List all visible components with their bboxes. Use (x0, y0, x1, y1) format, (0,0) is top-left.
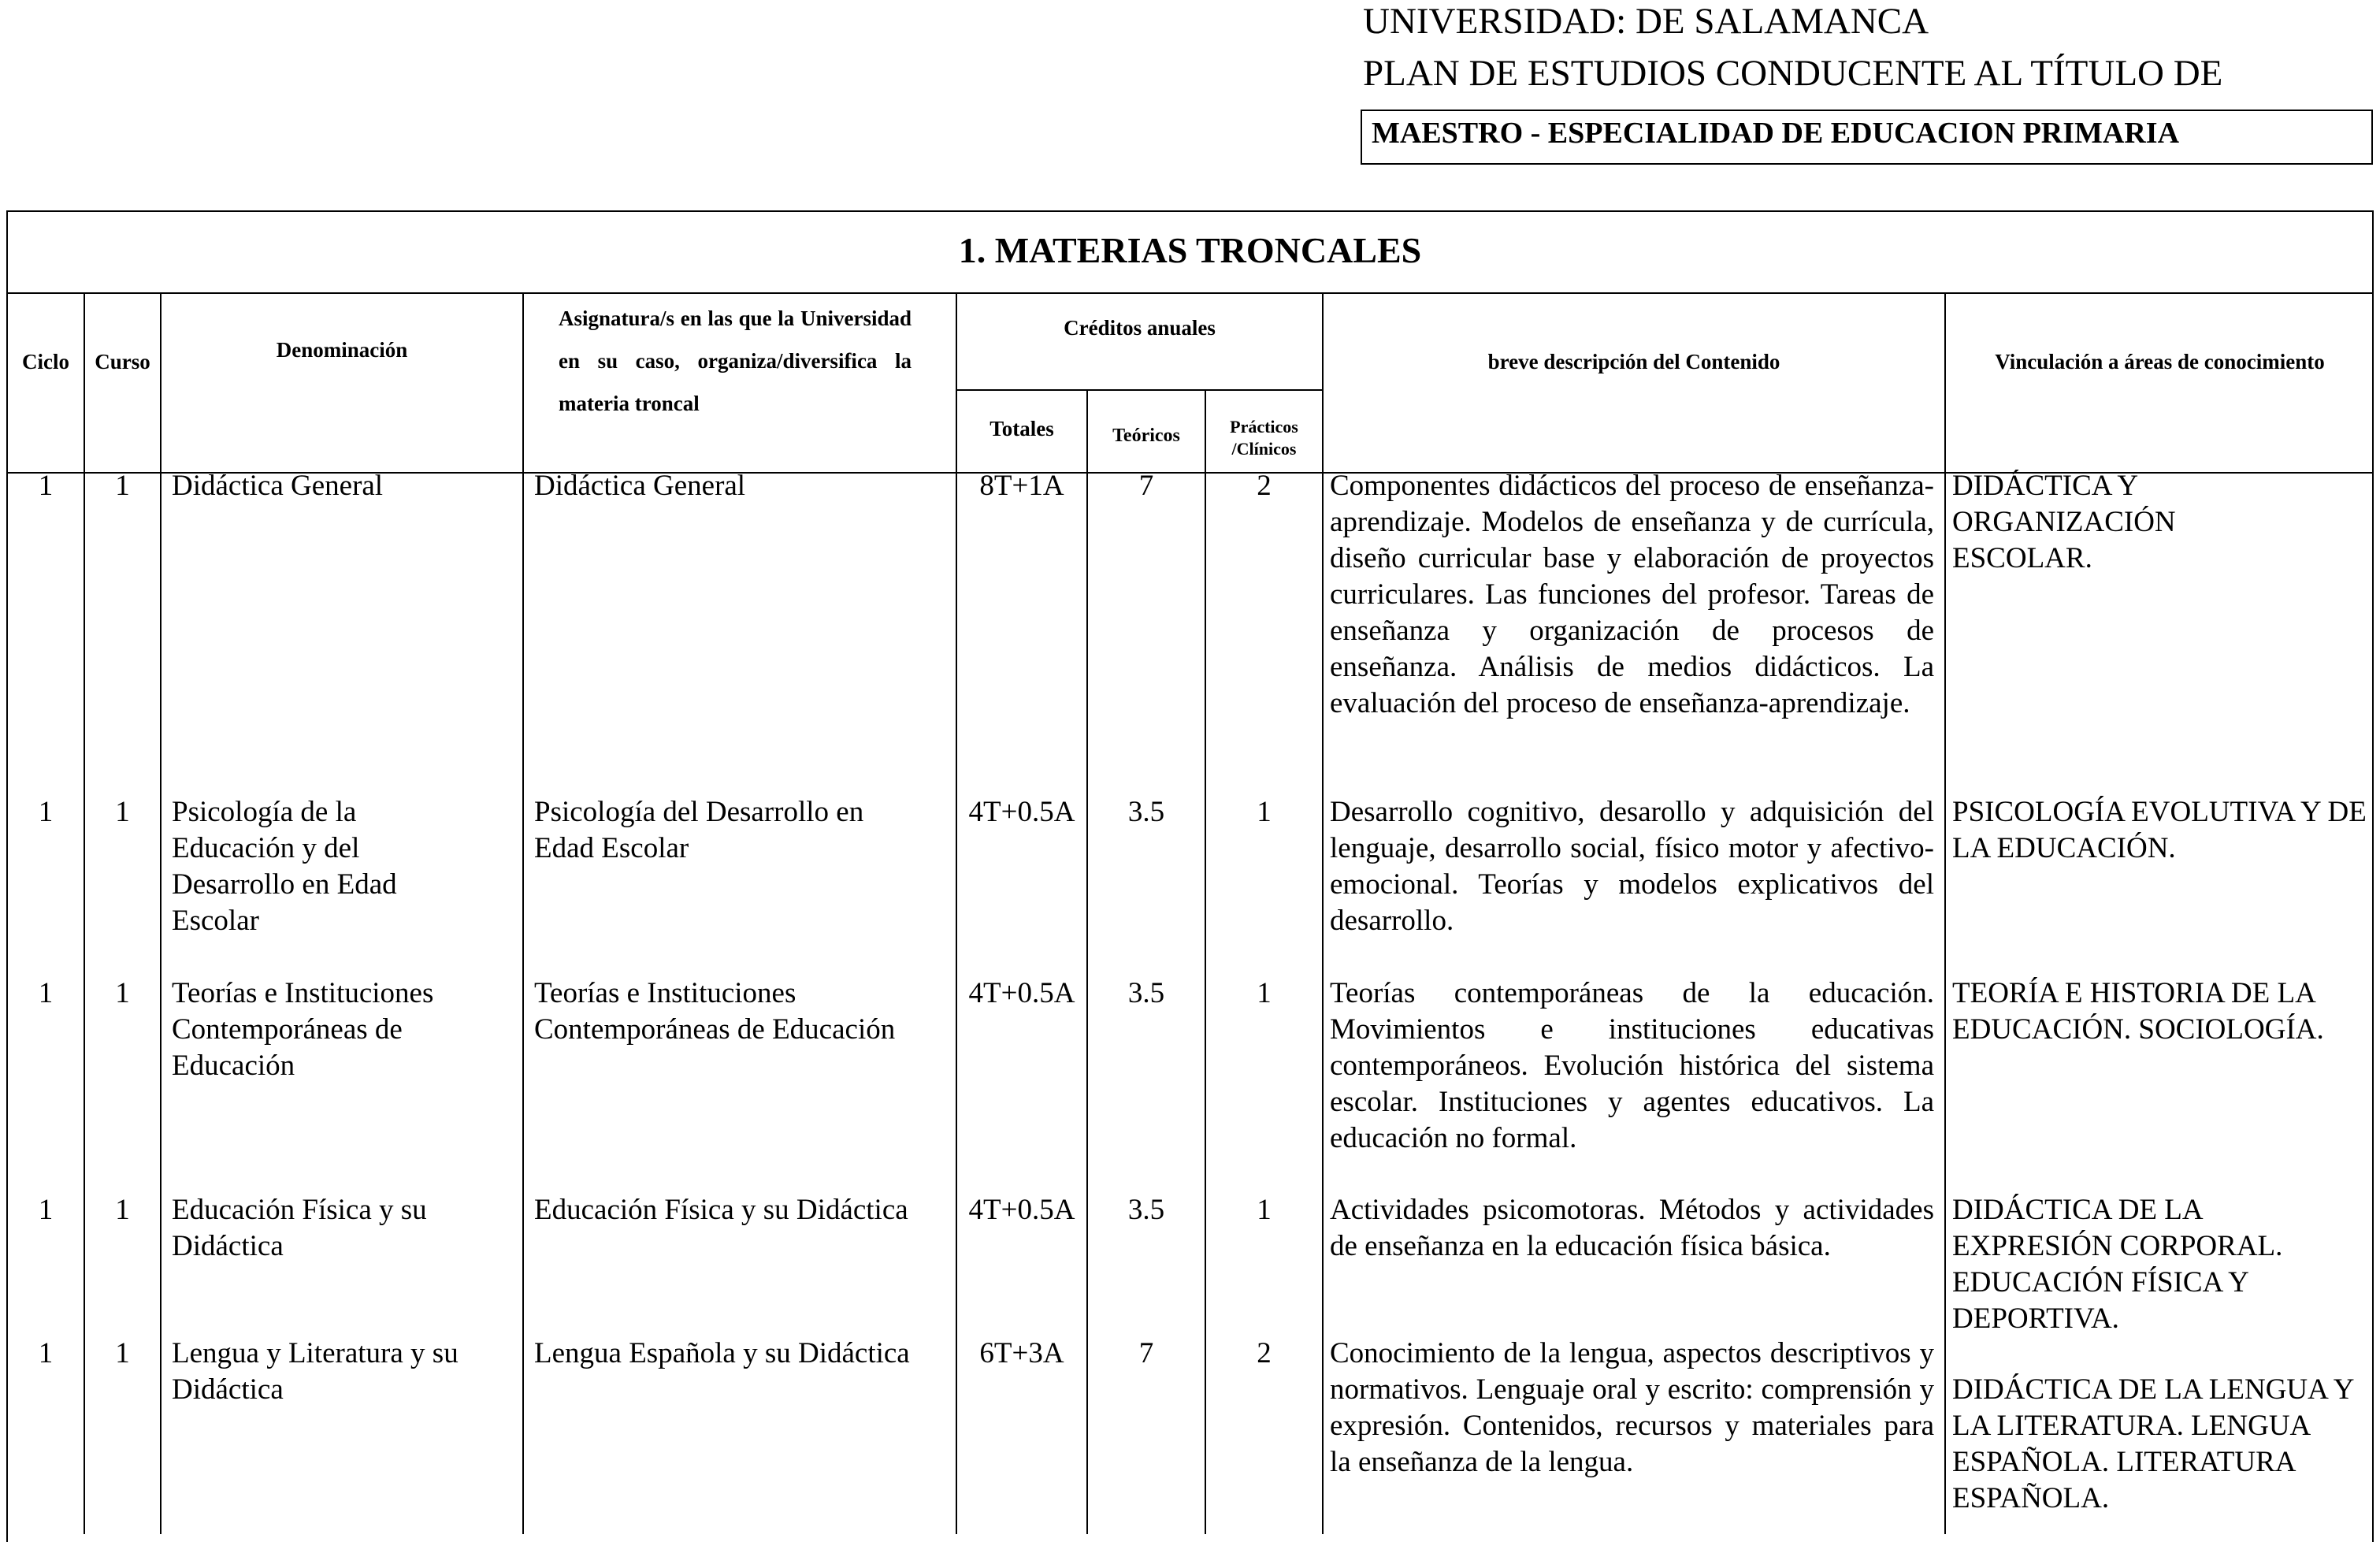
cell-vinculacion: DIDÁCTICA DE LA EXPRESIÓN CORPORAL. EDUCACIÓN FÍSICA Y DEPORTIVA. (1952, 1194, 2283, 1335)
cell-totales: 4T+0.5A (968, 1194, 1075, 1226)
cell-descripcion: Actividades psicomotoras. Métodos y actividades de enseñanza en la educación física básica. (1330, 1194, 1934, 1262)
header-vinculacion: Vinculación a áreas de conocimiento (1995, 350, 2325, 373)
header-descripcion: breve descripción del Contenido (1487, 350, 1780, 373)
cell-descripcion: Conocimiento de la lengua, aspectos descriptivos y normativos. Lenguaje oral y escrito: comprensión y expresión. Contenidos, recursos y materiales para la enseñanza de la lengua. (1330, 1337, 1934, 1478)
cell-vinculacion: DIDÁCTICA Y ORGANIZACIÓN ESCOLAR. (1952, 470, 2176, 574)
cell-asignatura: Lengua Española y su Didáctica (534, 1337, 910, 1369)
cell-ciclo: 1 (38, 977, 54, 1009)
university-line: UNIVERSIDAD: DE SALAMANCA (1363, 1, 1929, 42)
header-denominacion: Denominación (276, 338, 408, 362)
col-divider (160, 292, 162, 1534)
cell-vinculacion: DIDÁCTICA DE LA LENGUA Y LA LITERATURA. LENGUA ESPAÑOLA. LITERATURA ESPAÑOLA. (1952, 1373, 2354, 1514)
header-creditos: Créditos anuales (1064, 316, 1216, 340)
header-teoricos: Teóricos (1112, 425, 1180, 446)
cell-practicos: 1 (1257, 1194, 1272, 1226)
cell-practicos: 1 (1257, 796, 1272, 828)
cell-denominacion: Lengua y Literatura y su Didáctica (172, 1337, 459, 1406)
cell-ciclo: 1 (38, 470, 54, 502)
header-top-rule (6, 292, 2374, 294)
cell-totales: 4T+0.5A (968, 796, 1075, 828)
cell-curso: 1 (115, 470, 130, 502)
cell-ciclo: 1 (38, 1194, 54, 1226)
cell-vinculacion: PSICOLOGÍA EVOLUTIVA Y DE LA EDUCACIÓN. (1952, 796, 2367, 864)
col-divider (522, 292, 524, 1534)
cell-curso: 1 (115, 1337, 130, 1369)
cell-teoricos: 7 (1138, 470, 1154, 502)
header-curso: Curso (95, 350, 150, 373)
cell-curso: 1 (115, 796, 130, 828)
cell-denominacion: Educación Física y su Didáctica (172, 1194, 427, 1262)
cell-practicos: 2 (1257, 470, 1272, 502)
cell-asignatura: Teorías e Instituciones Contemporáneas de Educación (534, 977, 896, 1046)
cell-descripcion: Teorías contemporáneas de la educación. Movimientos e instituciones educativas contemporáneos. Evolución histórica del sistema escolar. Instituciones y agentes educativos. La educación no formal. (1330, 977, 1934, 1154)
cell-vinculacion: TEORÍA E HISTORIA DE LA EDUCACIÓN. SOCIOLOGÍA. (1952, 977, 2324, 1046)
header-ciclo: Ciclo (22, 350, 69, 373)
credits-sub-rule (956, 389, 1322, 391)
col-divider (1322, 292, 1324, 1534)
cell-denominacion: Didáctica General (172, 470, 384, 502)
cell-teoricos: 3.5 (1127, 977, 1165, 1009)
cell-ciclo: 1 (38, 796, 54, 828)
degree-title-box (1361, 110, 2373, 165)
cell-asignatura: Didáctica General (534, 470, 746, 502)
cell-asignatura: Educación Física y su Didáctica (534, 1194, 908, 1226)
header-asignaturas: Asignatura/s en las que la Universidad en su caso, organiza/diversifica la materia troncal (559, 307, 912, 415)
cell-totales: 8T+1A (979, 470, 1064, 502)
cell-totales: 6T+3A (979, 1337, 1064, 1369)
cell-teoricos: 3.5 (1127, 1194, 1165, 1226)
cell-asignatura: Psicología del Desarrollo en Edad Escolar (534, 796, 864, 864)
cell-practicos: 1 (1257, 977, 1272, 1009)
cell-teoricos: 7 (1138, 1337, 1154, 1369)
cell-practicos: 2 (1257, 1337, 1272, 1369)
col-divider (1944, 292, 1946, 1534)
header-totales: Totales (990, 417, 1054, 440)
cell-denominacion: Teorías e Instituciones Contemporáneas de Educación (172, 977, 434, 1082)
cell-totales: 4T+0.5A (968, 977, 1075, 1009)
degree-title: MAESTRO - ESPECIALIDAD DE EDUCACION PRIMARIA (1372, 117, 2180, 150)
cell-ciclo: 1 (38, 1337, 54, 1369)
cell-curso: 1 (115, 1194, 130, 1226)
cell-denominacion: Psicología de la Educación y del Desarrollo en Edad Escolar (172, 796, 397, 937)
plan-line: PLAN DE ESTUDIOS CONDUCENTE AL TÍTULO DE (1363, 53, 2223, 94)
section-title: 1. MATERIAS TRONCALES (958, 230, 1422, 270)
cell-descripcion: Componentes didácticos del proceso de enseñanza-aprendizaje. Modelos de enseñanza y de currícula, diseño curricular base y elaboración de proyectos curriculares. Las funciones del profesor. Tareas de enseñanza y organización de procesos de enseñanza. Análisis de medios didácticos. La evaluación del proceso de enseñanza-aprendizaje. (1330, 470, 1934, 719)
cell-curso: 1 (115, 977, 130, 1009)
cell-teoricos: 3.5 (1127, 796, 1165, 828)
cell-descripcion: Desarrollo cognitivo, desarollo y adquisición del lenguaje, desarrollo social, físico motor y afectivo-emocional. Teorías y modelos explicativos del desarrollo. (1330, 796, 1934, 937)
header-practicos: Prácticos /Clínicos (1230, 417, 1298, 459)
